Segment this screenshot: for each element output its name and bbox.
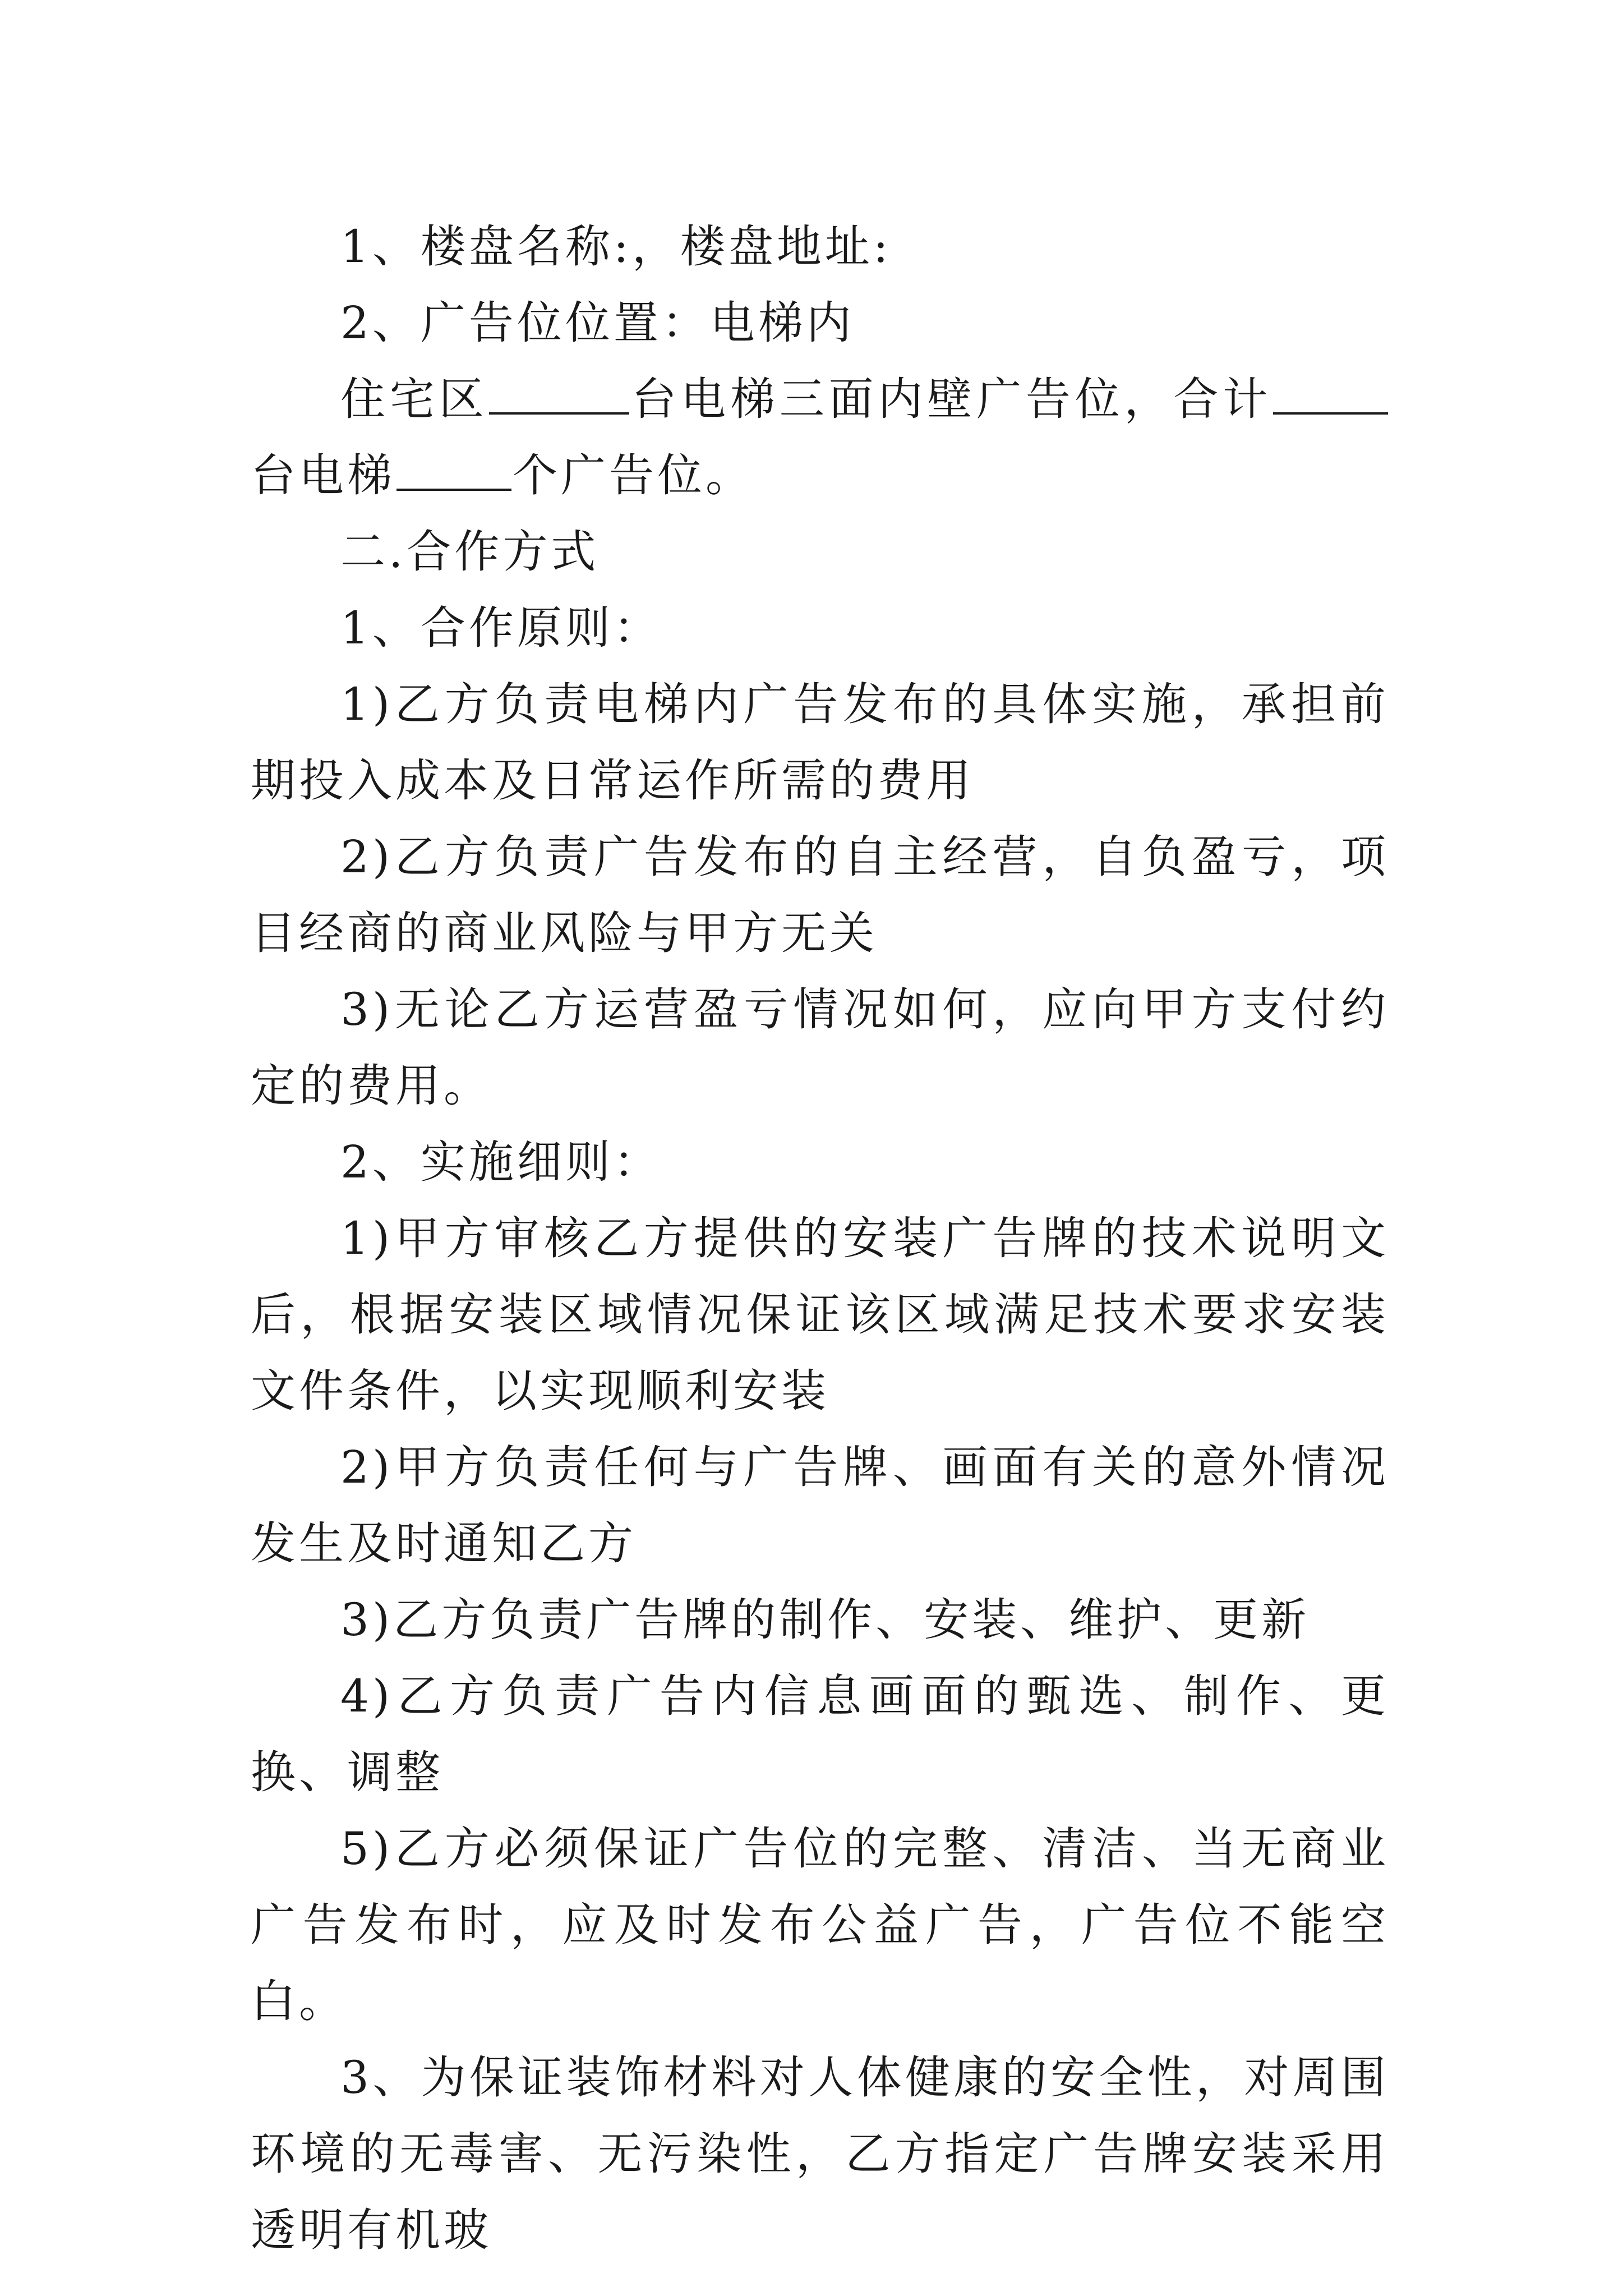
paragraph-ad-count	[251, 361, 1389, 514]
paragraph-principle-1: 1)乙方负责电梯内广告发布的具体实施，承担前期投入成本及日常运作所需的费用	[251, 678, 1389, 807]
section-heading-cooperation: 二.合作方式	[340, 526, 600, 578]
paragraph-detail-5: 5)乙方必须保证广告位的完整、清洁、当无商业广告发布时，应及时发布公益广告，广告位不能空白。	[251, 1823, 1389, 2027]
paragraph-principle-2: 2)乙方负责广告发布的自主经营，自负盈亏，项目经商的商业风险与甲方无关	[251, 831, 1389, 959]
paragraph-detail-1: 1)甲方审核乙方提供的安装广告牌的技术说明文后，根据安装区域情况保证该区域满足技术要求安装文件条件，以实现顺利安装	[251, 1212, 1389, 1417]
text-segment: 台电梯	[251, 449, 395, 501]
subheading-details: 2、实施细则：	[340, 1136, 662, 1188]
text-segment: 台电梯三面内壁广告位，合计	[630, 373, 1272, 425]
document-body	[251, 209, 1389, 2269]
paragraph-detail-2: 2)甲方负责任何与广告牌、画面有关的意外情况发生及时通知乙方	[251, 1441, 1389, 1570]
paragraph-materials: 3、为保证装饰材料对人体健康的安全性，对周围环境的无毒害、无污染性，乙方指定广告牌安装采用透明有机玻	[251, 2051, 1389, 2256]
blank-line	[1273, 373, 1388, 415]
paragraph-principle-3: 3)无论乙方运营盈亏情况如何，应向甲方支付约定的费用。	[251, 983, 1389, 1112]
text-segment: 住宅区	[340, 373, 488, 425]
paragraph-ad-location: 2、广告位位置：电梯内	[340, 297, 855, 349]
text-segment: 个广告位。	[513, 449, 754, 501]
subheading-principles: 1、合作原则：	[340, 602, 662, 654]
paragraph-detail-4: 4)乙方负责广告内信息画面的甄选、制作、更换、调整	[251, 1670, 1389, 1798]
blank-line	[489, 373, 629, 415]
blank-line	[396, 449, 511, 491]
paragraph-property-info: 1、楼盘名称:，楼盘地址:	[340, 220, 892, 273]
paragraph-detail-3: 3)乙方负责广告牌的制作、安装、维护、更新	[340, 1594, 1310, 1646]
